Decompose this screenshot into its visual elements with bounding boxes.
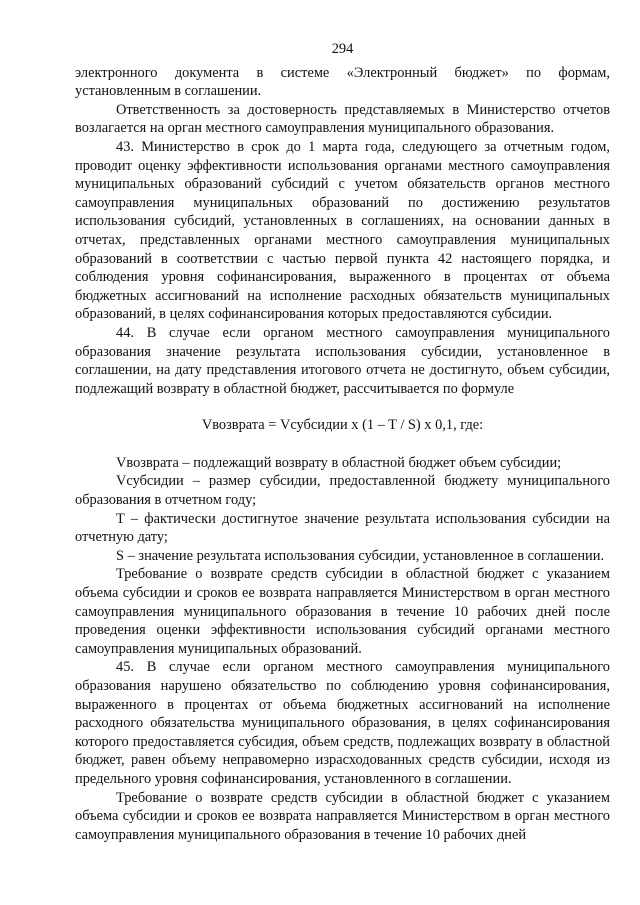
definition-t: T – фактически достигнутое значение результата использования субсидии на отчетную дату; xyxy=(75,510,610,546)
definition-v-subsidy: Vсубсидии – размер субсидии, предоставленной бюджету муниципального образования в отчетном году; xyxy=(75,473,610,509)
return-formula: Vвозврата = Vсубсидии x (1 – T / S) x 0,1, где: xyxy=(201,417,484,434)
paragraph-45: 45. В случае если органом местного самоуправления муниципального образования нарушено обязательство по соблюдению уровня софинансирования, выраженного в процентах от объема бюджетных ассигнований на исполнение расходного обязательства муниципального образования, в целях софинансирования которого предоставляется субсидия, объем средств, подлежащих возврату в областной бюджет, равен объему неправомерно израсходованных средств субсидии, исходя из предельного уровня софинансирования, установленного в соглашении. xyxy=(75,659,610,787)
definition-s: S – значение результата использования субсидии, установленное в соглашении. xyxy=(116,547,605,564)
paragraph-return-requirement: Требование о возврате средств субсидии в областной бюджет с указанием объема субсидии и сроков ее возврата направляется Министерством в орган местного самоуправления муниципального образования в течение 10 рабочих дней после проведения оценки эффективности использования субсидий органами местного самоуправления муниципальных образований. xyxy=(75,566,610,657)
definition-v-return: Vвозврата – подлежащий возврату в областной бюджет объем субсидии; xyxy=(116,454,562,471)
paragraph-44: 44. В случае если органом местного самоуправления муниципального образования значение результата использования субсидии, установленное в соглашении, на дату представления итогового отчета не достигнуто, объем субсидии, подлежащий возврату в областной бюджет, рассчитывается по формуле xyxy=(75,324,610,397)
paragraph-continuation: электронного документа в системе «Электронный бюджет» по формам, установленным в соглашении. xyxy=(75,64,610,100)
page-number: 294 xyxy=(331,41,354,57)
paragraph-return-requirement-2: Требование о возврате средств субсидии в областной бюджет с указанием объема субсидии и сроков ее возврата направляется Министерством в орган местного самоуправления муниципального образования в течение 10 рабочих дней xyxy=(75,789,610,843)
paragraph-responsibility: Ответственность за достоверность представляемых в Министерство отчетов возлагается на орган местного самоуправления муниципального образования. xyxy=(75,101,610,137)
paragraph-43: 43. Министерство в срок до 1 марта года, следующего за отчетным годом, проводит оценку эффективности использования органами местного самоуправления муниципальных образований субсидий с учетом обязательств органов местного самоуправления муниципальных образований по достижению результатов использования субсидий, установленных в соглашениях, на основании данных в отчетах, представленных органами местного самоуправления муниципальных образований в соответствии с частью первой пункта 42 настоящего порядка, и соблюдения уровня софинансирования, выраженного в процентах от объема бюджетных ассигнований на исполнение расходных обязательств муниципальных образований, в целях софинансирования которых предоставляются субсидии. xyxy=(75,138,610,323)
document-page xyxy=(75,40,610,844)
